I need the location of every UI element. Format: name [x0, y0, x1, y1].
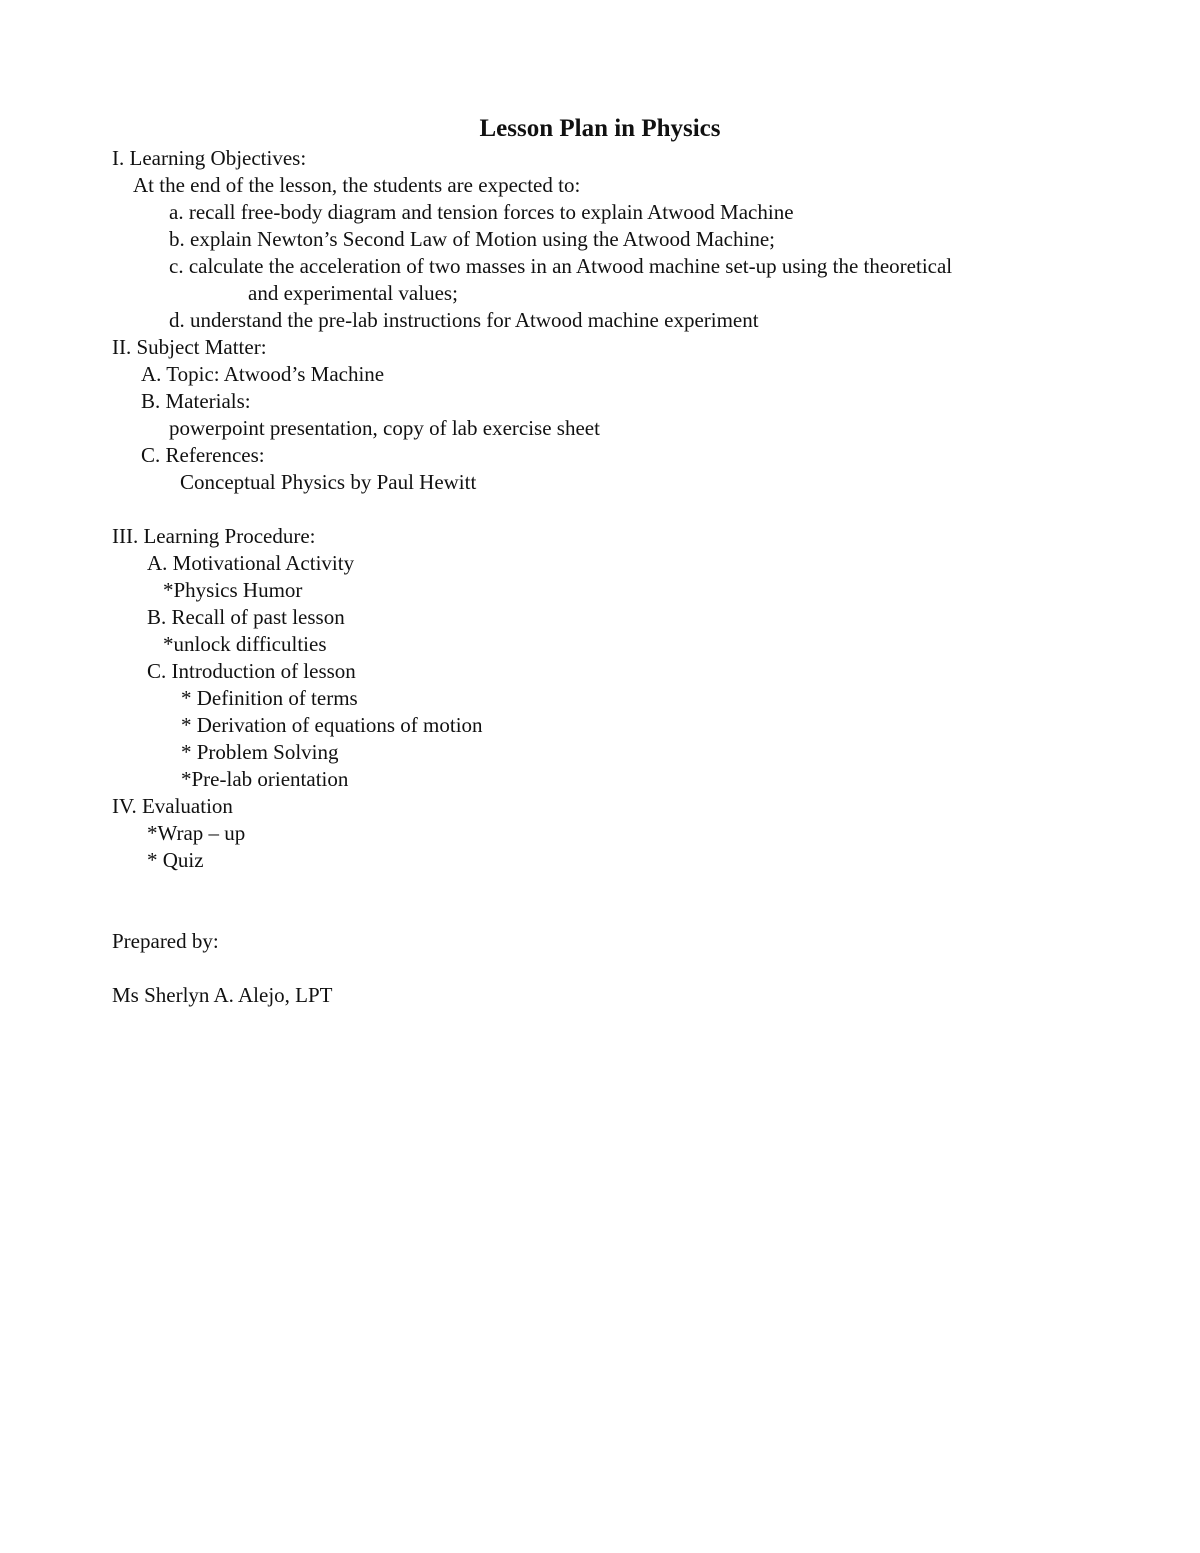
objective-item-continuation: and experimental values;: [248, 281, 458, 305]
procedure-recall-item: *unlock difficulties: [163, 632, 327, 656]
lesson-body: [112, 145, 1112, 1009]
subject-references-label: C. References:: [141, 443, 265, 467]
prepared-by-label: Prepared by:: [112, 929, 219, 953]
procedure-motivational-item: *Physics Humor: [163, 578, 303, 602]
prepared-by-name: Ms Sherlyn A. Alejo, LPT: [112, 983, 333, 1007]
subject-materials: powerpoint presentation, copy of lab exercise sheet: [169, 416, 600, 440]
subject-materials-label: B. Materials:: [141, 389, 251, 413]
objective-item: b. explain Newton’s Second Law of Motion using the Atwood Machine;: [169, 227, 775, 251]
procedure-introduction-item: *Pre-lab orientation: [181, 767, 349, 791]
procedure-introduction-item: * Definition of terms: [181, 686, 358, 710]
procedure-introduction-item: * Problem Solving: [181, 740, 339, 764]
blank-line: [112, 496, 1112, 523]
procedure-heading: III. Learning Procedure:: [112, 524, 316, 548]
page-title: Lesson Plan in Physics: [479, 115, 721, 142]
evaluation-item: * Quiz: [147, 848, 204, 872]
blank-line: [112, 955, 1112, 982]
evaluation-heading: IV. Evaluation: [112, 794, 233, 818]
objective-item: c. calculate the acceleration of two masses in an Atwood machine set-up using the theoretical: [169, 254, 953, 278]
procedure-introduction-item: * Derivation of equations of motion: [181, 713, 483, 737]
subject-topic: A. Topic: Atwood’s Machine: [141, 362, 385, 386]
procedure-introduction: C. Introduction of lesson: [147, 659, 356, 683]
procedure-motivational: A. Motivational Activity: [147, 551, 355, 575]
objectives-intro: At the end of the lesson, the students are expected to:: [133, 173, 581, 197]
objectives-heading: I. Learning Objectives:: [112, 146, 307, 170]
objective-item: a. recall free-body diagram and tension forces to explain Atwood Machine: [169, 200, 794, 224]
blank-line: [112, 874, 1112, 928]
evaluation-item: *Wrap – up: [147, 821, 246, 845]
subject-references: Conceptual Physics by Paul Hewitt: [180, 470, 477, 494]
procedure-recall: B. Recall of past lesson: [147, 605, 345, 629]
objective-item: d. understand the pre-lab instructions for Atwood machine experiment: [169, 308, 759, 332]
subject-matter-heading: II. Subject Matter:: [112, 335, 267, 359]
